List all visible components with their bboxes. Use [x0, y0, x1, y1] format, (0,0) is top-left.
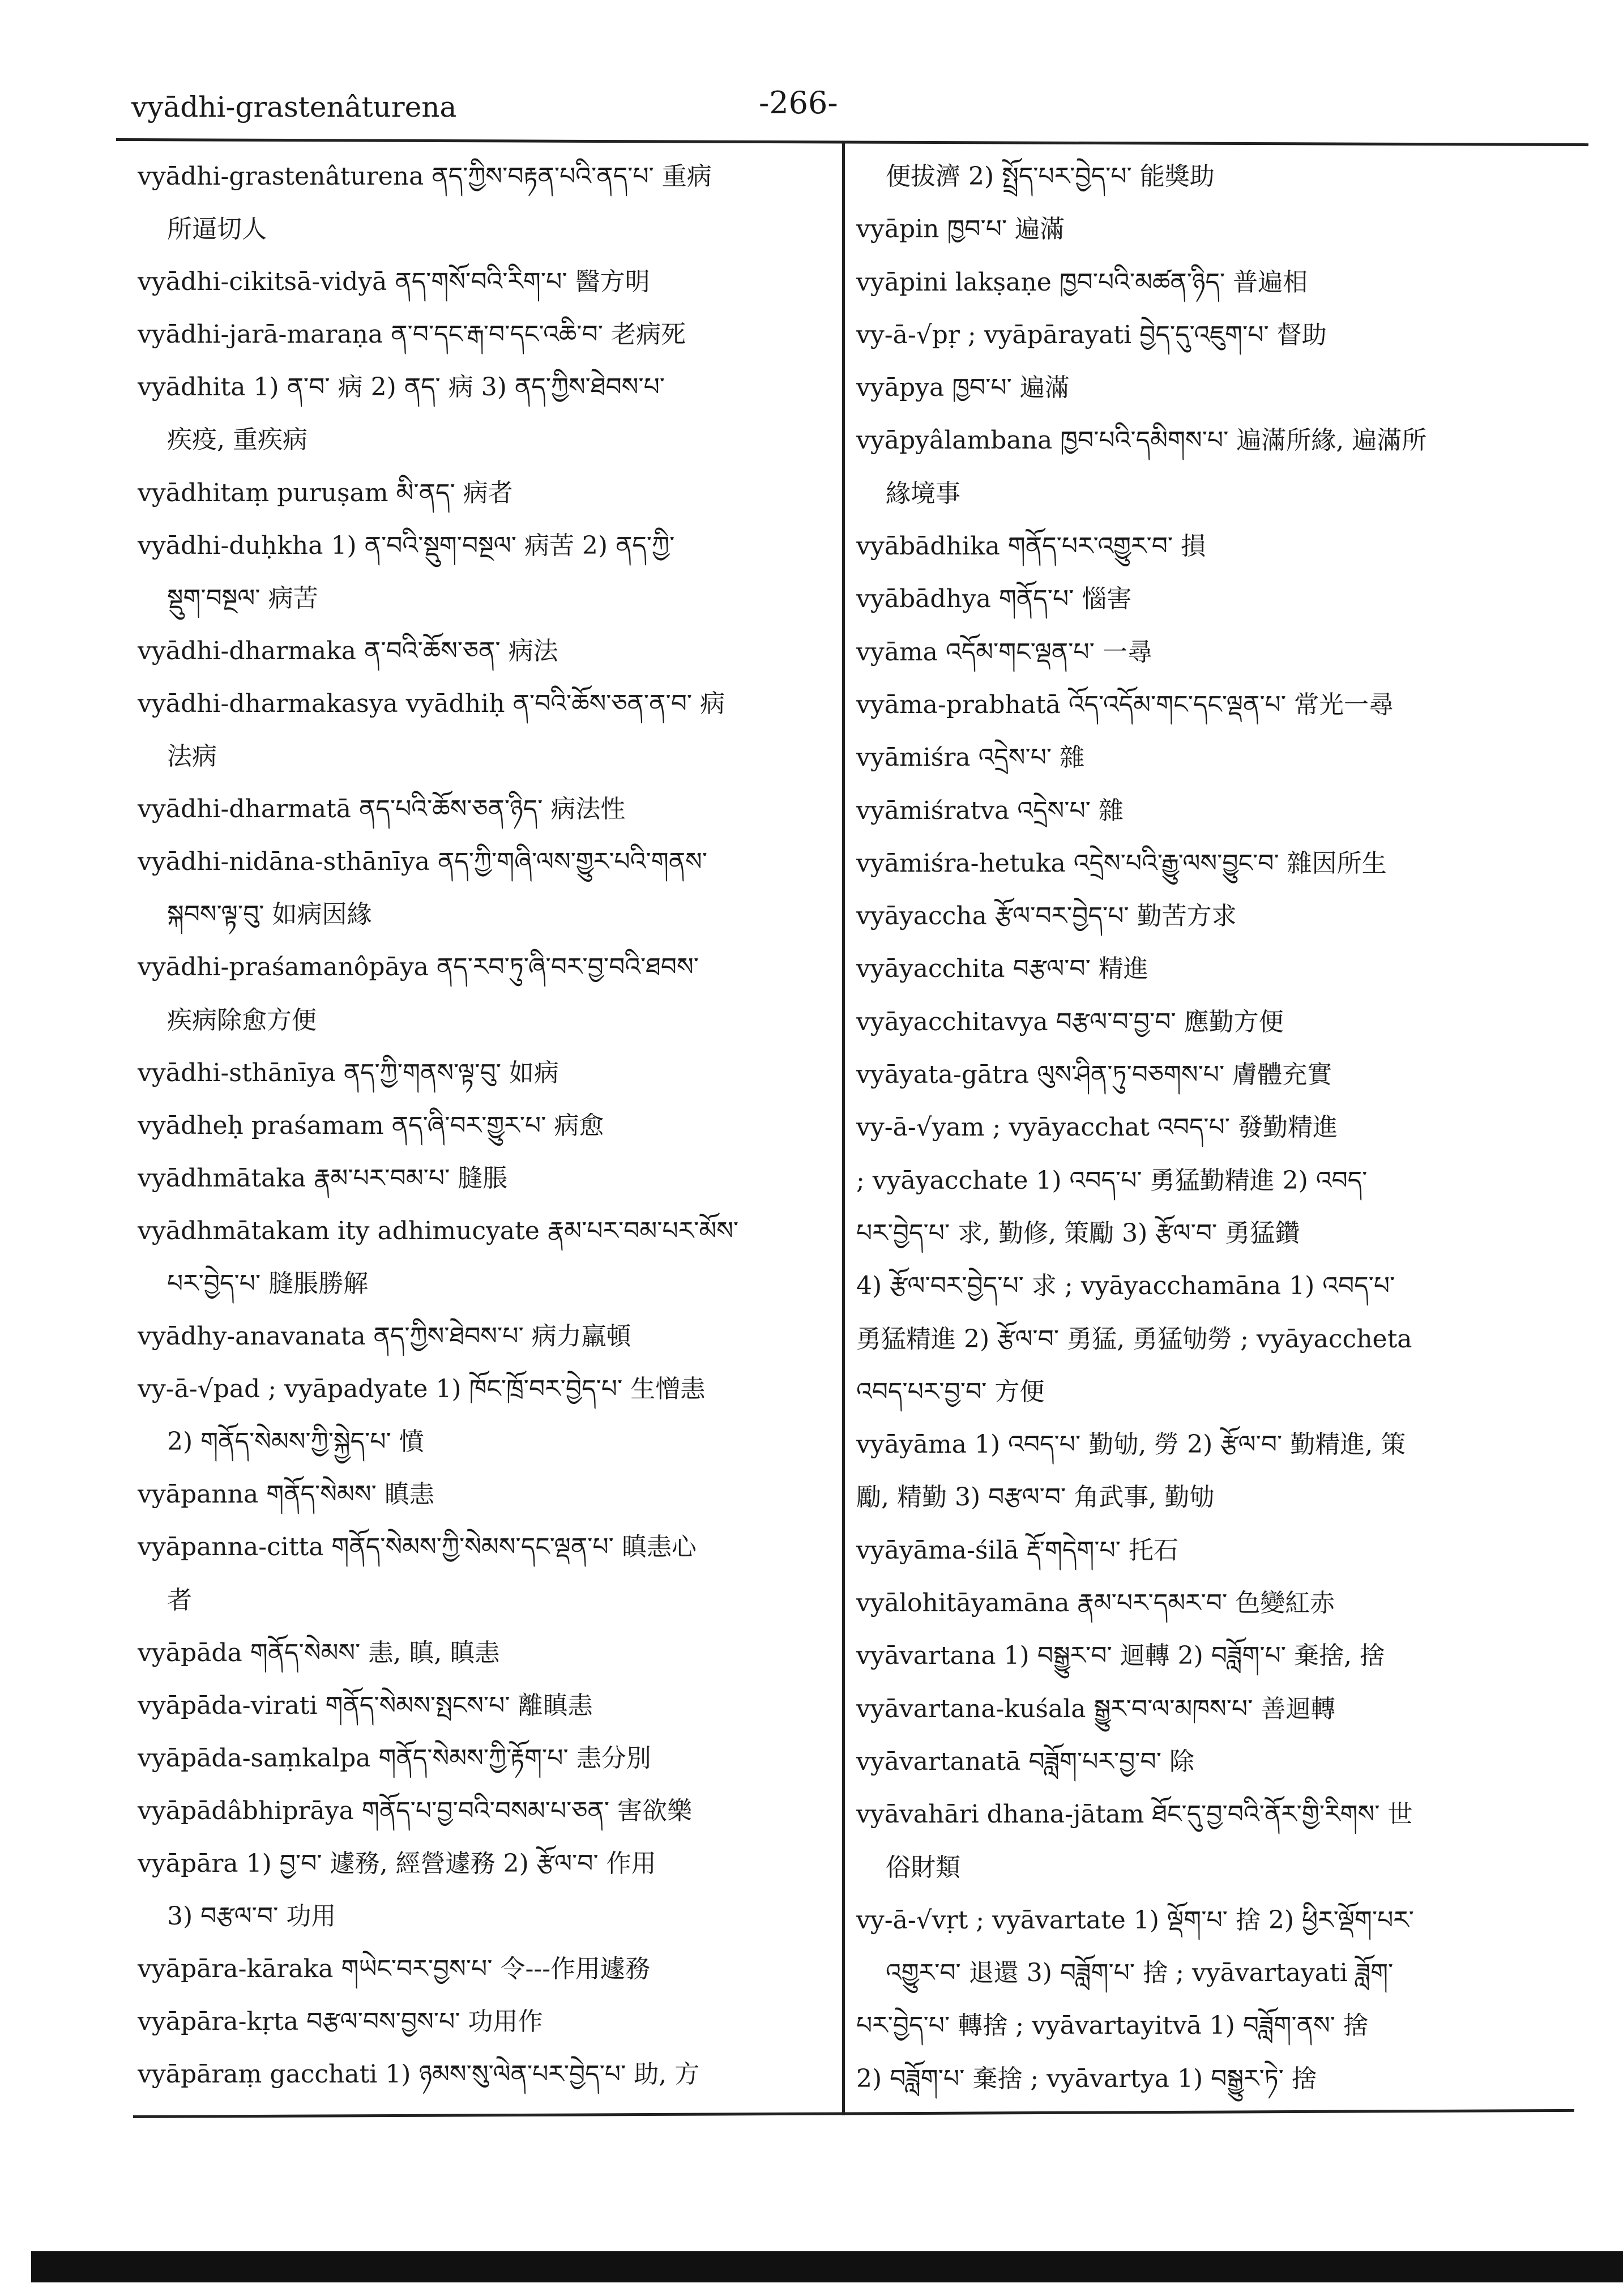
- entry-text: པར་བྱེད་པ་ 轉捨 ; vyāvartayitvā 1) བཟློག་ནས་ 捨: [856, 2011, 1368, 2041]
- dictionary-entry: [138, 1310, 831, 1363]
- dictionary-entry: [138, 1099, 831, 1152]
- dictionary-entry: [856, 1629, 1553, 1682]
- entry-text: vyāyāma-śilā རྡོ་གདེག་པ་ 托石: [856, 1535, 1178, 1565]
- entry-text: vyādhi-dharmatā ནད་པའི་ཆོས་ཅན་ཉིད་ 病法性: [138, 795, 626, 824]
- footer-rule: [133, 2109, 1574, 2118]
- dictionary-entry: [138, 255, 831, 308]
- dictionary-entry: [138, 1732, 831, 1785]
- dictionary-entry: [138, 1995, 831, 2048]
- entry-text: vyādhi-cikitsā-vidyā ནད་གསོ་བའི་རིག་པ་ 醫方明: [138, 267, 650, 297]
- dictionary-entry: [138, 677, 831, 783]
- dictionary-entry: [856, 1418, 1553, 1471]
- entry-text: vyādhi-jarā-maraṇa ན་བ་དང་རྒ་བ་དང་འཆི་བ་ 老病死: [138, 320, 686, 349]
- dictionary-entry: [138, 1627, 831, 1679]
- dictionary-entry: [856, 890, 1553, 942]
- dictionary-entry: [138, 835, 831, 941]
- dictionary-entry: [138, 467, 831, 519]
- dictionary-entry: [138, 1468, 831, 1521]
- entry-text: 便拔濟 2) སྤྲོད་པར་བྱེད་པ་ 能獎助: [886, 162, 1215, 191]
- entry-text: vyābādhya གནོད་པ་ 惱害: [856, 584, 1132, 614]
- entry-continuation: པར་བྱེད་པ་ 膖脹勝解: [167, 1269, 369, 1298]
- entry-text: vyāpini lakṣaṇe ཁྱབ་པའི་མཚན་ཉིད་ 普遍相: [856, 267, 1308, 297]
- entry-text: 4) རྩོལ་བར་བྱེད་པ་ 求 ; vyāyacchamāna 1) འབད་པ་: [856, 1271, 1395, 1301]
- dictionary-entry: [138, 1943, 831, 1995]
- dictionary-entry: [856, 1207, 1553, 1260]
- entry-text: vyāyacchita བརྩལ་བ་ 精進: [856, 954, 1148, 984]
- dictionary-entry: [856, 2052, 1553, 2105]
- entry-text: vyāvartana 1) བསྒྱུར་བ་ 迴轉 2) བཟློག་པ་ 棄捨, 捨: [856, 1641, 1385, 1671]
- entry-text: པར་བྱེད་པ་ 求, 勤修, 策勵 3) རྩོལ་བ་ 勇猛鑽: [856, 1218, 1300, 1248]
- dictionary-entry: [856, 309, 1553, 361]
- entry-text: vyāpāraṃ gacchati 1) ཉམས་སུ་ལེན་པར་བྱེད་པ་ 助, 方: [138, 2060, 700, 2089]
- entry-text: vyāvartana-kuśala སྒྱུར་བ་ལ་མཁས་པ་ 善迴轉: [856, 1694, 1336, 1723]
- dictionary-entry: [856, 1577, 1553, 1629]
- entry-text: vyāpāra 1) བྱ་བ་ 遽務, 經營遽務 2) རྩོལ་བ་ 作用: [138, 1849, 656, 1878]
- entry-continuation: 2) གནོད་སེམས་ཀྱི་སྐྱེད་པ་ 憤: [167, 1427, 424, 1457]
- dictionary-entry: [138, 150, 831, 255]
- entry-text: vyāma འདོམ་གང་ལྡན་པ་ 一尋: [856, 637, 1152, 667]
- dictionary-entry: [138, 1521, 831, 1626]
- dictionary-entry: [856, 1365, 1553, 1418]
- dictionary-entry: [138, 783, 831, 835]
- entry-text: vyāpin ཁྱབ་པ་ 遍滿: [856, 215, 1065, 244]
- entry-text: vyāpāda གནོད་སེམས་ 恚, 瞋, 瞋恚: [138, 1638, 500, 1667]
- dictionary-entry: [856, 573, 1553, 625]
- column-divider: [842, 142, 845, 2115]
- dictionary-entry: [856, 361, 1553, 414]
- entry-text: vyāpāra-kṛta བརྩལ་བས་བྱས་པ་ 功用作: [138, 2007, 543, 2037]
- entry-text: vy-ā-√vṛt ; vyāvartate 1) ལྡོག་པ་ 捨 2) ཕྱིར་ལྡོག་པར་: [856, 1905, 1414, 1935]
- dictionary-entry: [856, 256, 1553, 309]
- right-column: [856, 150, 1553, 2105]
- entry-text: vyādhy-anavanata ནད་ཀྱིས་ཐེབས་པ་ 病力羸頓: [138, 1322, 631, 1351]
- dictionary-entry: [856, 837, 1553, 890]
- dictionary-entry: [856, 414, 1553, 520]
- entry-text: vyāyata-gātra ལུས་ཤིན་ཏུ་བཅགས་པ་ 膚體充實: [856, 1060, 1332, 1090]
- entry-text: vyāyaccha རྩོལ་བར་བྱེད་པ་ 勤苦方求: [856, 902, 1237, 931]
- dictionary-entry: [856, 1999, 1553, 2052]
- entry-text: vyādhi-nidāna-sthānīya ནད་ཀྱི་གཞི་ལས་གྱུར་པའི་གནས་: [138, 847, 707, 877]
- dictionary-entry: [138, 361, 831, 466]
- entry-text: vyābādhika གནོད་པར་འགྱུར་བ་ 損: [856, 532, 1206, 561]
- dictionary-entry: [856, 203, 1553, 255]
- entry-text: vyādhitaṃ puruṣam མི་ནད་ 病者: [138, 478, 513, 507]
- entry-text: vyāpya ཁྱབ་པ་ 遍滿: [856, 373, 1070, 403]
- entry-text: vyāpanna-citta གནོད་སེམས་ཀྱི་སེམས་དང་ལྡན་པ་ 瞋恚心: [138, 1533, 697, 1562]
- entry-text: vyādheḥ praśamam ནད་ཞི་བར་གྱུར་པ་ 病愈: [138, 1111, 604, 1140]
- entry-text: vyāpāda-virati གནོད་སེམས་སྤངས་པ་ 離瞋恚: [138, 1691, 593, 1720]
- entry-text: vy-ā-√pṛ ; vyāpārayati བྱེད་དུ་འཇུག་པ་ 督助: [856, 320, 1327, 349]
- entry-text: vy-ā-√pad ; vyāpadyate 1) ཁོང་ཁྲོ་བར་བྱེད་པ་ 生憎恚: [138, 1375, 706, 1404]
- entry-text: vyāyāma 1) འབད་པ་ 勤劬, 勞 2) རྩོལ་བ་ 勤精進, 策: [856, 1430, 1406, 1459]
- dictionary-entry: [856, 1735, 1553, 1788]
- dictionary-entry: [856, 1260, 1553, 1312]
- scan-edge-band: [31, 2251, 1623, 2282]
- left-column: [138, 150, 831, 2101]
- entry-text: འབད་པར་བྱ་བ་ 方便: [856, 1377, 1045, 1406]
- entry-continuation: 法病: [167, 742, 217, 771]
- entry-text: 2) བཟློག་པ་ 棄捨 ; vyāvartya 1) བསྒྱུར་ཏེ་ 捨: [856, 2064, 1317, 2093]
- entry-text: vyāpyâlambana ཁྱབ་པའི་དམིགས་པ་ 遍滿所緣, 遍滿所: [856, 426, 1427, 455]
- entry-text: vyādhmātaka རྣམ་པར་བམ་པ་ 膖脹: [138, 1163, 508, 1193]
- entry-text: vyāmiśra འདྲེས་པ་ 雜: [856, 743, 1085, 773]
- dictionary-entry: [138, 625, 831, 677]
- dictionary-entry: [856, 1313, 1553, 1365]
- entry-text: vyādhi-dharmaka ན་བའི་ཆོས་ཅན་ 病法: [138, 636, 558, 665]
- entry-text: vyāpāra-kāraka གཡེང་བར་བྱས་པ་ 令---作用遽務: [138, 1954, 651, 1984]
- entry-text: vyāmiśra-hetuka འདྲེས་པའི་རྒྱུ་ལས་བྱུང་བ་ 雜因所生: [856, 848, 1387, 878]
- dictionary-entry: [138, 1152, 831, 1205]
- entry-text: vyāvahāri dhana-jātam ཐོང་དུ་བྱ་བའི་ནོར་གྱི་རིགས་ 世: [856, 1800, 1413, 1829]
- dictionary-entry: [856, 996, 1553, 1048]
- entry-text: vyāvartanatā བཟློག་པར་བྱ་བ་ 除: [856, 1747, 1194, 1776]
- dictionary-entry: [138, 2048, 831, 2101]
- dictionary-entry: [856, 1471, 1553, 1523]
- dictionary-entry: [138, 1679, 831, 1732]
- entry-continuation: 3) བརྩལ་བ་ 功用: [167, 1902, 336, 1931]
- entry-text: vyāpāda-saṃkalpa གནོད་སེམས་ཀྱི་རྟོག་པ་ 恚分別: [138, 1743, 651, 1773]
- dictionary-entry: [856, 731, 1553, 784]
- entry-text: 勇猛精進 2) རྩོལ་བ་ 勇猛, 勇猛劬勞 ; vyāyaccheta: [856, 1324, 1412, 1354]
- entry-text: vyādhi-sthānīya ནད་ཀྱི་གནས་ལྟ་བུ་ 如病: [138, 1058, 559, 1087]
- entry-text: ; vyāyacchate 1) འབད་པ་ 勇猛勤精進 2) འབད་: [856, 1166, 1368, 1195]
- entry-text: vyāyacchitavya བརྩལ་བ་བྱ་བ་ 應勤方便: [856, 1007, 1284, 1036]
- dictionary-entry: [138, 308, 831, 361]
- dictionary-entry: [856, 1101, 1553, 1154]
- header-rule: [116, 138, 1588, 146]
- entry-text: vy-ā-√yam ; vyāyacchat འབད་པ་ 發勤精進: [856, 1113, 1338, 1142]
- entry-text: vyādhita 1) ན་བ་ 病 2) ནད་ 病 3) ནད་ཀྱིས་ཐེབས་པ་: [138, 373, 665, 402]
- entry-text: vyāma-prabhatā འོད་འདོམ་གང་དང་ལྡན་པ་ 常光一尋: [856, 690, 1394, 719]
- dictionary-entry: [856, 520, 1553, 573]
- entry-text: vyādhi-grastenâturena ནད་ཀྱིས་བརྟན་པའི་ནད་པ་ 重病: [138, 162, 712, 191]
- dictionary-entry: [856, 1154, 1553, 1207]
- dictionary-entry: [856, 150, 1553, 203]
- entry-continuation: སྡུག་བསྔལ་ 病苦: [167, 583, 318, 613]
- entry-continuation: 疾疫, 重疾病: [167, 425, 307, 455]
- dictionary-entry: [856, 784, 1553, 837]
- dictionary-entry: [138, 1837, 831, 1943]
- entry-text: vyāmiśratva འདྲེས་པ་ 雜: [856, 796, 1124, 825]
- dictionary-entry: [856, 1048, 1553, 1101]
- entry-text: vyāpanna གནོད་སེམས་ 瞋恚: [138, 1480, 434, 1509]
- entry-continuation: འགྱུར་བ་ 退還 3) བཟློག་པ་ 捨 ; vyāvartayati ཟློག་: [886, 1958, 1394, 1988]
- entry-text: vyādhmātakam ity adhimucyate རྣམ་པར་བམ་པར་མོས་: [138, 1216, 739, 1245]
- dictionary-entry: [856, 626, 1553, 678]
- entry-text: vyālohitāyamāna རྣམ་པར་དམར་བ་ 色變紅赤: [856, 1589, 1335, 1618]
- entry-text: vyāpādâbhiprāya གནོད་པ་བྱ་བའི་བསམ་པ་ཅན་ 害欲樂: [138, 1796, 692, 1825]
- entry-continuation: 所逼切人: [167, 215, 267, 244]
- entry-continuation: 緣境事: [886, 479, 960, 508]
- running-head: vyādhi-grastenâturena: [131, 91, 457, 123]
- dictionary-entry: [138, 1785, 831, 1837]
- entry-continuation: 俗財類: [886, 1853, 960, 1882]
- entry-text: vyādhi-dharmakasya vyādhiḥ ན་བའི་ཆོས་ཅན་ན་བ་ 病: [138, 689, 725, 718]
- dictionary-entry: [138, 519, 831, 625]
- entry-text: 勵, 精勤 3) བརྩལ་བ་ 角武事, 勤劬: [856, 1483, 1215, 1512]
- dictionary-entry: [856, 1683, 1553, 1735]
- entry-continuation: 者: [167, 1585, 192, 1615]
- dictionary-entry: [138, 941, 831, 1046]
- dictionary-entry: [856, 942, 1553, 995]
- dictionary-entry: [856, 1788, 1553, 1894]
- dictionary-entry: [138, 1047, 831, 1099]
- entry-continuation: 疾病除愈方便: [167, 1005, 317, 1035]
- entry-continuation: སྐབས་ལྟ་བུ་ 如病因緣: [167, 900, 372, 929]
- dictionary-entry: [138, 1205, 831, 1310]
- dictionary-entry: [856, 678, 1553, 731]
- entry-text: vyādhi-praśamanôpāya ནད་རབ་ཏུ་ཞི་བར་བྱ་བའི་ཐབས་: [138, 953, 699, 982]
- dictionary-entry: [138, 1363, 831, 1468]
- page-number: -266-: [759, 85, 838, 121]
- dictionary-entry: [856, 1894, 1553, 2000]
- dictionary-entry: [856, 1524, 1553, 1577]
- entry-text: vyādhi-duḥkha 1) ན་བའི་སྡུག་བསྔལ་ 病苦 2) ནད་ཀྱི་: [138, 531, 675, 560]
